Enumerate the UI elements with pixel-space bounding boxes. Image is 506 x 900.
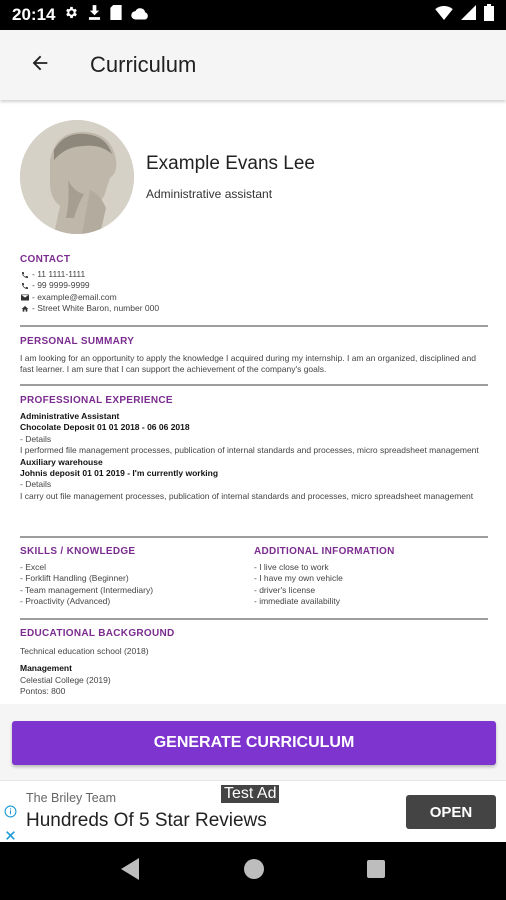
phone-icon [20,270,29,279]
home-icon [20,304,29,313]
app-bar [0,30,506,100]
job-company: Johnis deposit 01 01 2019 - I'm currently working [20,468,219,479]
curriculum-preview[interactable] [0,104,506,702]
nav-home-icon[interactable] [244,859,264,884]
divider [20,325,488,327]
download-icon [88,5,101,25]
signal-icon [461,5,476,25]
job-role: Auxiliary warehouse [20,456,103,467]
section-title-experience: PROFESSIONAL EXPERIENCE [20,395,173,406]
summary-section [20,336,488,376]
contact-phone-2: - 99 9999-9999 [20,280,488,291]
profile-name: Example Evans Lee [146,153,315,174]
additional-item: - immediate availability [254,596,340,607]
navigation-bar [0,842,506,900]
education-points: Pontos: 800 [20,686,66,697]
avatar [20,120,134,234]
additional-item: - I live close to work [254,562,329,572]
button-area [0,704,506,780]
job-company: Chocolate Deposit 01 01 2018 - 06 06 2018 [20,422,190,433]
divider [20,384,488,386]
cloud-icon [131,5,149,25]
page-title: Curriculum [90,52,197,77]
divider [20,618,488,620]
back-button[interactable] [20,45,60,85]
sd-card-icon [110,5,122,25]
skill-item: - Excel [20,562,46,572]
additional-item: - driver's license [254,584,316,595]
status-bar [0,0,506,30]
skill-item: - Forklift Handling (Beginner) [20,573,129,584]
ad-icons [4,805,17,847]
skill-item: - Team management (Intermediary) [20,584,154,595]
status-time: 20:14 [12,5,56,24]
nav-back-icon[interactable] [121,858,141,885]
phone-icon [20,282,29,291]
additional-section [254,546,488,608]
additional-item: - I have my own vehicle [254,573,343,584]
profile-role: Administrative assistant [146,187,273,201]
section-title-summary: PERSONAL SUMMARY [20,336,135,347]
job-details-label: - Details [20,433,52,444]
ad-open-button[interactable]: OPEN [406,795,496,829]
job-item [20,411,488,457]
skills-section [20,546,254,608]
contact-phone-1: - 11 1111-1111 [20,269,488,280]
gear-icon [64,5,79,25]
job-details-label: - Details [20,479,52,490]
divider [20,536,488,538]
section-title-contact: CONTACT [20,254,71,265]
contact-section [20,254,488,315]
skills-additional-row [20,546,488,608]
ad-label: Test Ad [221,785,279,803]
contact-email: - example@email.com [20,292,488,303]
ad-banner[interactable] [0,780,506,842]
job-details: I carry out file management processes, publication of internal standards and processes, micro spreadsheet management [20,490,474,501]
section-title-skills: SKILLS / KNOWLEDGE [20,546,136,557]
ad-headline[interactable]: Hundreds Of 5 Star Reviews [26,810,267,831]
job-item [20,457,488,503]
job-role: Administrative Assistant [20,411,120,421]
education-section [20,628,488,698]
section-title-additional: ADDITIONAL INFORMATION [254,546,395,557]
ad-advertiser: The Briley Team [26,791,117,805]
education-course: Management [20,663,72,674]
job-details: I performed file management processes, publication of internal standards and processes, micro spreadsheet management [20,445,479,456]
profile-header [20,120,315,234]
wifi-icon [435,5,453,25]
arrow-back-icon [29,52,51,79]
battery-icon [484,4,494,26]
email-icon [20,293,29,302]
info-icon[interactable] [4,805,17,823]
education-college: Celestial College (2019) [20,674,111,685]
section-title-education: EDUCATIONAL BACKGROUND [20,628,175,639]
skill-item: - Proactivity (Advanced) [20,596,111,607]
education-school: Technical education school (2018) [20,646,149,656]
generate-curriculum-button[interactable]: GENERATE CURRICULUM [12,721,496,765]
experience-section [20,395,488,502]
contact-address: - Street White Baron, number 000 [20,303,488,314]
nav-recents-icon[interactable] [367,860,385,883]
summary-text: I am looking for an opportunity to apply the knowledge I acquired during my internship. I am an organized, disciplined and fast learner. I am sure that I can support the achievement of the company's goals. [20,353,476,375]
